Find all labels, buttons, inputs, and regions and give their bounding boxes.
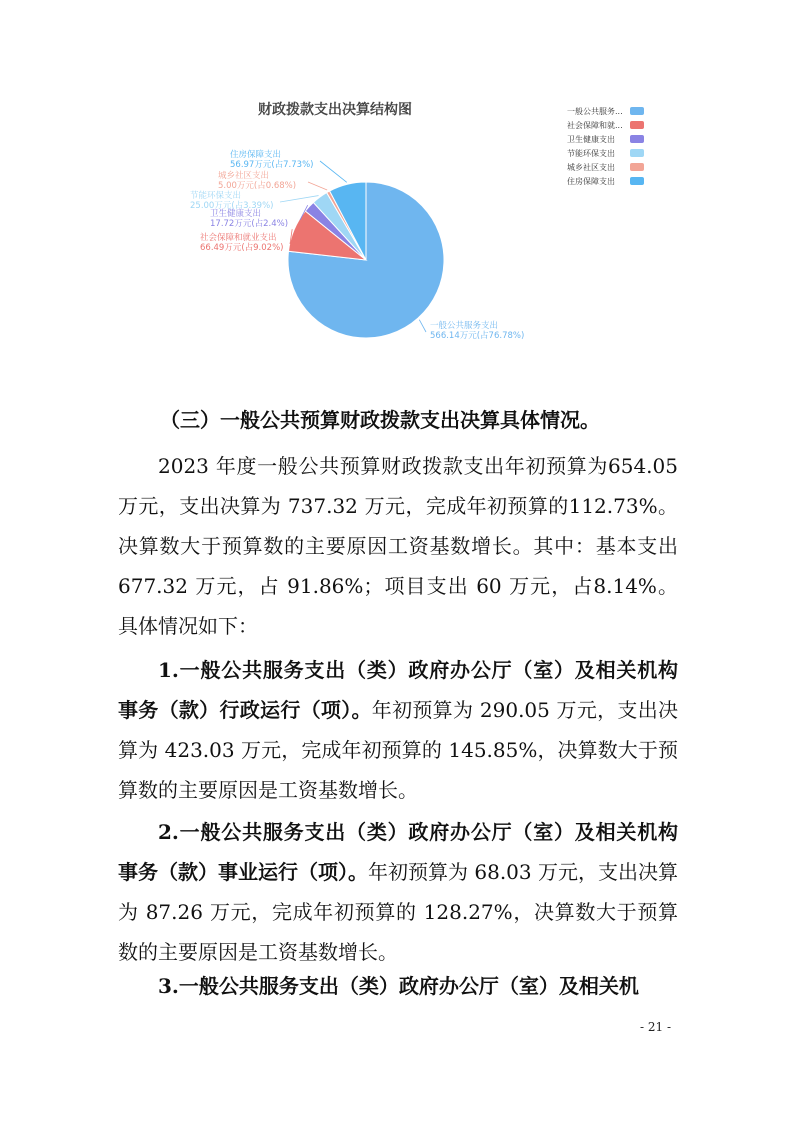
legend-label-4: 节能环保支出 — [567, 149, 615, 158]
paragraph-overview: 2023 年度一般公共预算财政拨款支出年初预算为654.05 万元，支出决算为 737.32 万元，完成年初预算的112.73%。决算数大于预算数的主要原因工资基数增长。其中：基本支出 677.32 万元，占 91.86%；项目支出 60 万元，占8.14%。具体情况如下： — [118, 454, 678, 638]
slice-value-label-3: 17.72万元(占2.4%) — [210, 219, 289, 229]
legend-label-5: 城乡社区支出 — [567, 163, 615, 172]
chart-title: 财政拨款支出决算结构图 — [258, 102, 412, 118]
legend-swatch-1 — [630, 107, 644, 115]
slice-value-label-2: 66.49万元(占9.02%) — [200, 243, 284, 253]
label-leader-6 — [320, 161, 347, 182]
legend-label-3: 卫生健康支出 — [567, 135, 615, 144]
label-leader-4 — [280, 196, 319, 202]
legend-label-1: 一般公共服务... — [567, 107, 623, 116]
slice-label-6: 住房保障支出 — [230, 150, 282, 160]
label-leader-1 — [419, 320, 426, 332]
item-1-title: 1.一般公共服务支出（类）政府办公厅（室）及相关机构事务（款）行政运行（项）。 — [118, 658, 678, 722]
slice-value-label-1: 566.14万元(占76.78%) — [430, 331, 525, 341]
paragraph-item-1 — [118, 650, 678, 810]
legend-swatch-5 — [630, 163, 644, 171]
slice-value-label-5: 5.00万元(占0.68%) — [218, 181, 297, 191]
legend-swatch-3 — [630, 135, 644, 143]
item-1-body: 年初预算为 290.05 万元，支出决算为 423.03 万元，完成年初预算的 145.85%，决算数大于预算数的主要原因是工资基数增长。 — [118, 698, 678, 802]
section-heading: （三）一般公共预算财政拨款支出决算具体情况。 — [160, 408, 600, 432]
slice-label-3: 卫生健康支出 — [210, 209, 262, 219]
slice-label-1: 一般公共服务支出 — [430, 321, 499, 331]
legend-label-6: 住房保障支出 — [567, 177, 615, 186]
legend-swatch-4 — [630, 149, 644, 157]
pie-chart — [130, 90, 690, 390]
paragraph-item-2 — [118, 812, 678, 972]
item-2-body: 年初预算为 68.03 万元，支出决算为 87.26 万元，完成年初预算的 128.27%，决算数大于预算数的主要原因是工资基数增长。 — [118, 860, 678, 964]
legend-swatch-2 — [630, 121, 644, 129]
label-leader-5 — [308, 182, 327, 190]
slice-label-5: 城乡社区支出 — [218, 171, 270, 181]
slice-value-label-4: 25.00万元(占3.39%) — [190, 201, 274, 211]
page-number: - 21 - — [640, 1020, 672, 1034]
item-3-title: 3.一般公共服务支出（类）政府办公厅（室）及相关机 — [158, 974, 639, 998]
legend-label-2: 社会保障和就... — [567, 121, 623, 130]
slice-label-2: 社会保障和就业支出 — [200, 233, 277, 243]
legend-swatch-6 — [630, 177, 644, 185]
item-2-title: 2.一般公共服务支出（类）政府办公厅（室）及相关机构事务（款）事业运行（项）。 — [118, 820, 678, 884]
paragraph-item-3 — [118, 966, 678, 1006]
pie-chart-svg — [130, 90, 690, 390]
slice-label-4: 节能环保支出 — [190, 191, 242, 201]
slice-value-label-6: 56.97万元(占7.73%) — [230, 160, 314, 170]
